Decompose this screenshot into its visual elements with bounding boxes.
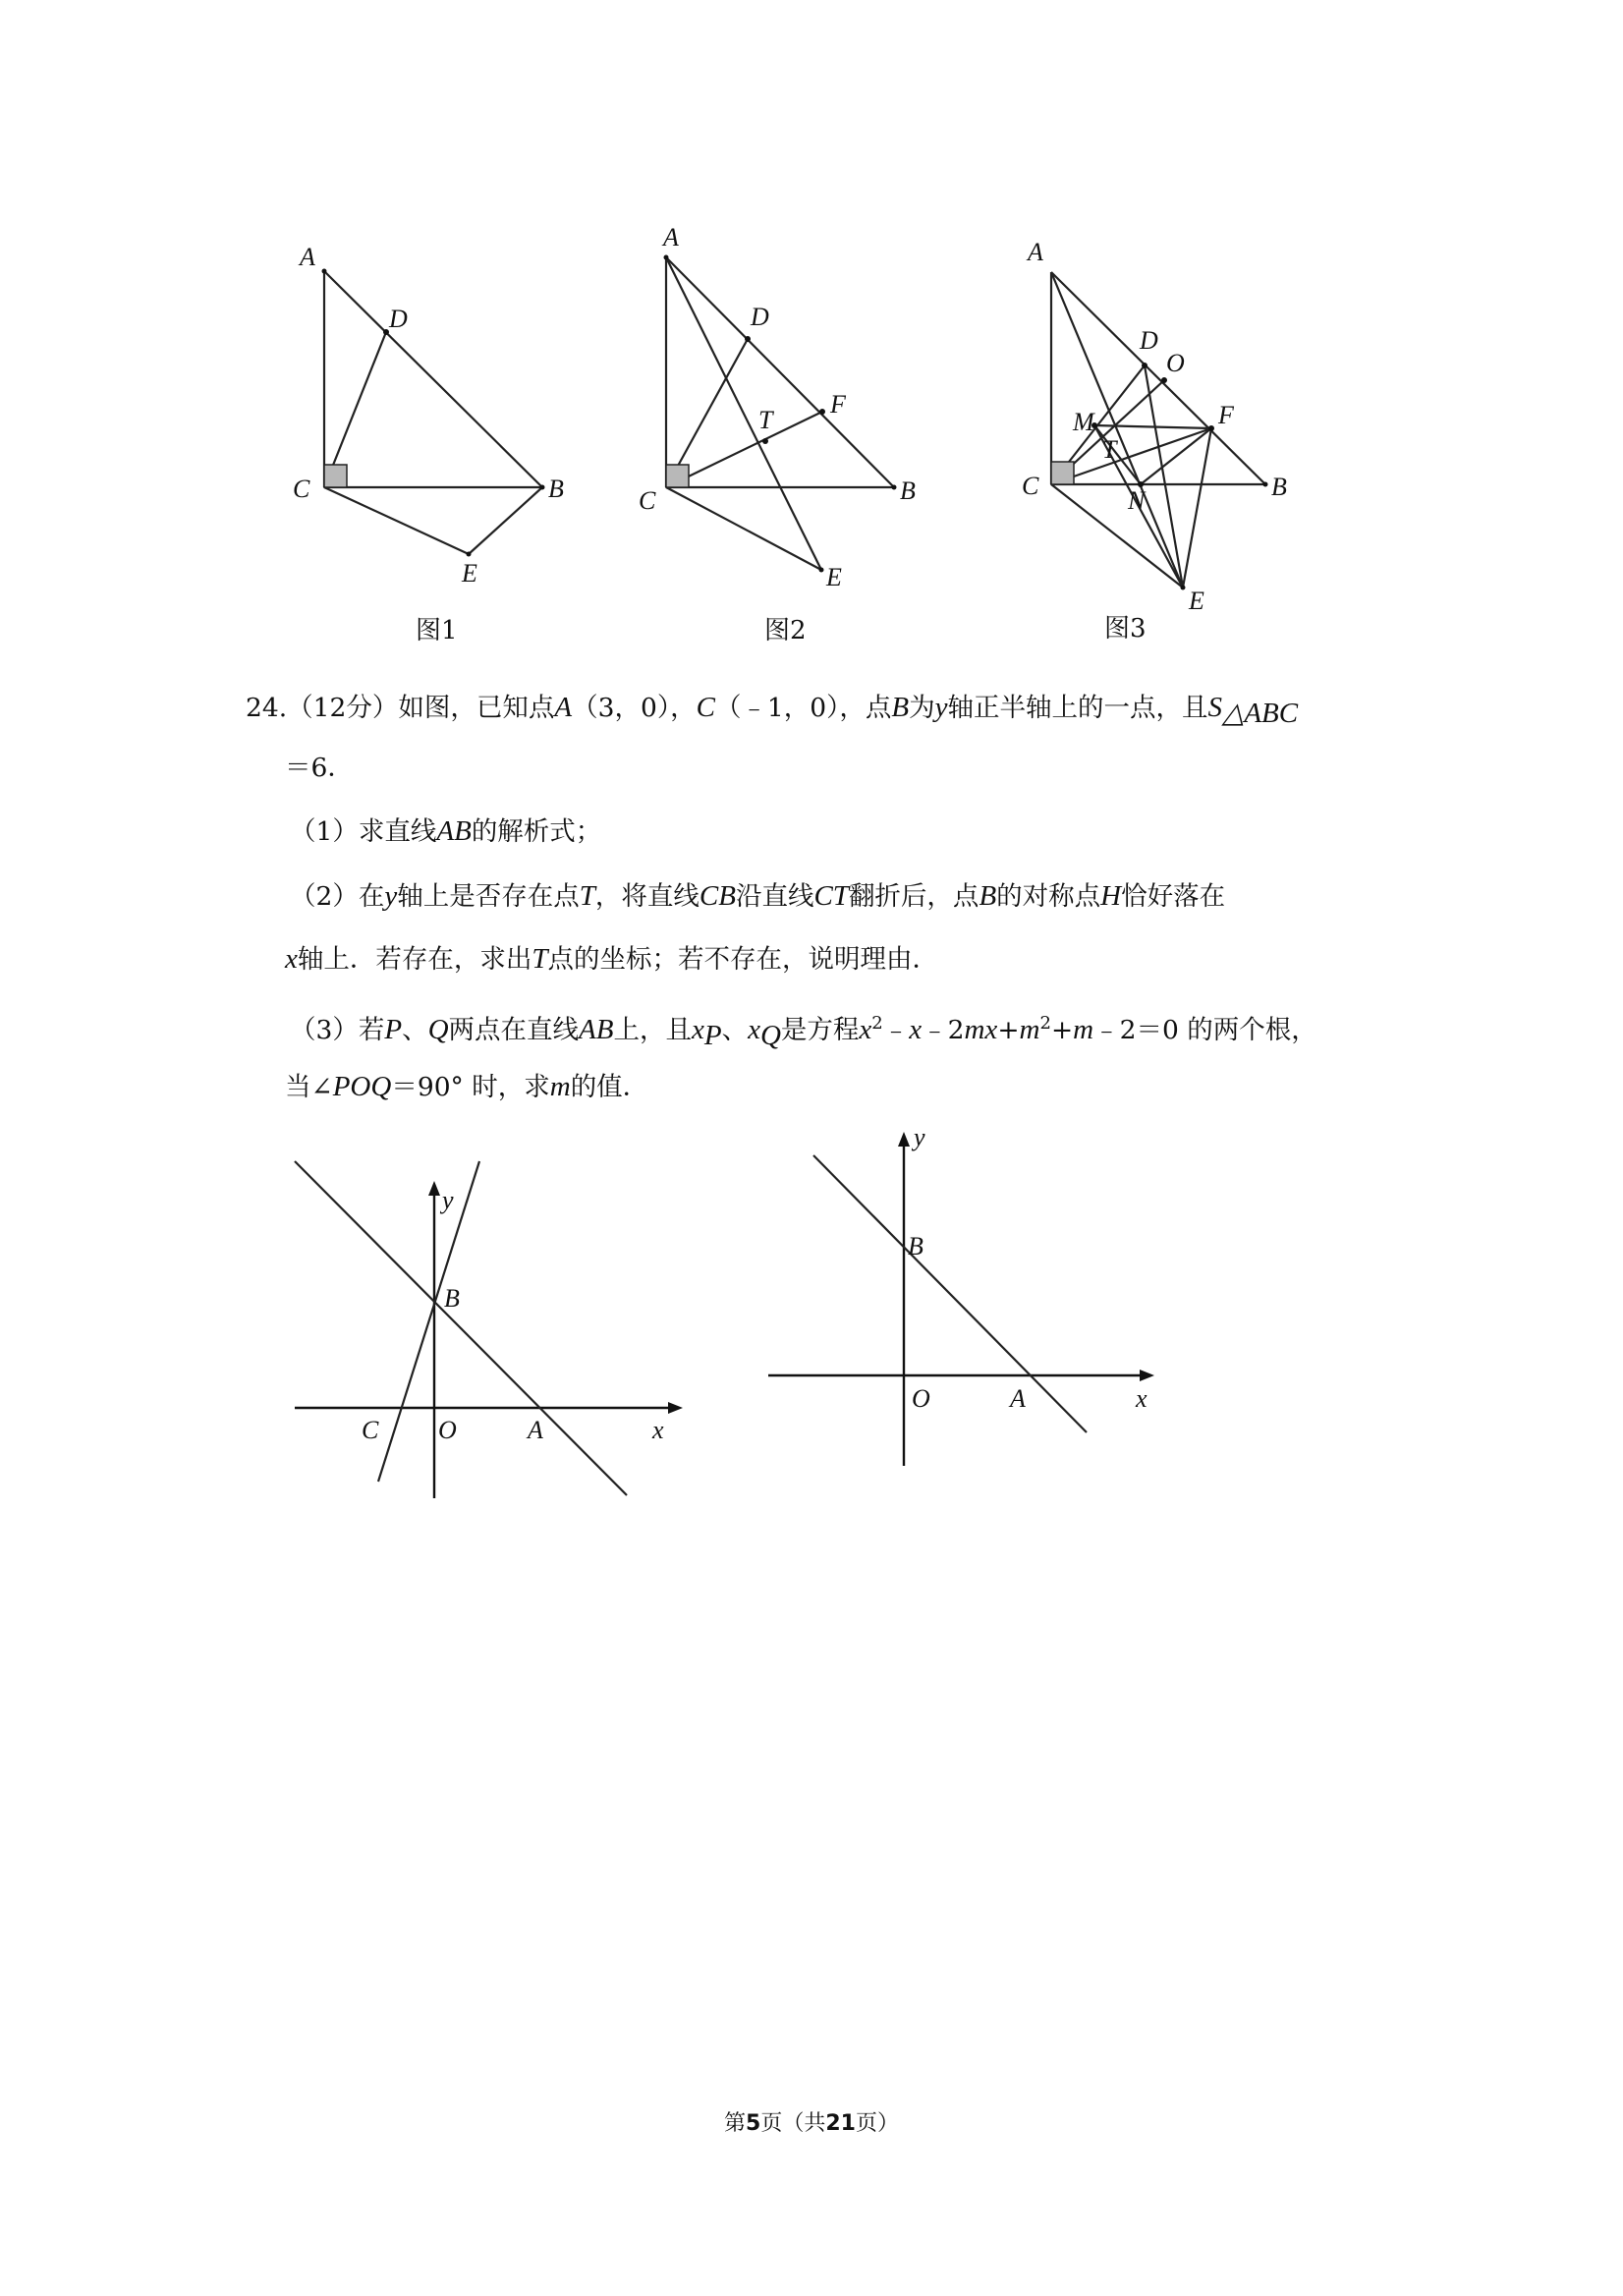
point-label-E: E — [1189, 587, 1204, 615]
question-part-2-cont: x轴上．若存在，求出T点的坐标；若不存在，说明理由． — [285, 943, 939, 975]
figure-caption: 图2 — [764, 616, 807, 645]
point-label-C: C — [1022, 472, 1039, 500]
point-label-D: D — [389, 305, 408, 333]
question-line-1: 24.（12分）如图，已知点A（3，0），C（﹣1，0），点B为y轴正半轴上的一点，且$S_{\triangle ABC}$ — [246, 692, 1299, 730]
point-label-D: D — [1140, 326, 1158, 355]
point-label-N: N — [1128, 486, 1146, 515]
point-label-D: D — [751, 303, 769, 331]
axis-label-y: y — [914, 1123, 925, 1151]
point-label-A: A — [528, 1416, 543, 1444]
point-label-C: C — [362, 1416, 379, 1444]
coordinate-graph-1 — [285, 1149, 698, 1513]
coordinate-graph-2 — [756, 1110, 1169, 1484]
point-label-C: C — [293, 475, 310, 503]
figure-caption: 图3 — [1104, 614, 1147, 644]
point-label-A: A — [1010, 1384, 1026, 1413]
point-label-T: T — [1102, 435, 1117, 464]
point-label-B: B — [444, 1284, 460, 1313]
point-label-B: B — [1271, 473, 1287, 501]
point-label-O: O — [438, 1416, 457, 1444]
question-part-3-cont: 当∠POQ＝90° 时，求m的值． — [285, 1071, 649, 1102]
point-label-B: B — [548, 475, 564, 503]
axis-label-x: x — [652, 1416, 664, 1444]
point-label-A: A — [1028, 238, 1043, 266]
point-label-E: E — [462, 559, 477, 588]
point-label-B: B — [900, 476, 916, 505]
question-part-3: （3）若P、Q两点在直线AB上，且$x_P$、$x_Q$是方程$x^2﹣x﹣2mx+m^2+m﹣2=0$ 的两个根， — [290, 1013, 1317, 1052]
page-number: 5 — [746, 2111, 761, 2136]
point-label-M: M — [1073, 408, 1094, 436]
question-line-2: ＝6． — [285, 753, 354, 783]
point-label-F: F — [1218, 401, 1234, 429]
point-label-B: B — [908, 1232, 923, 1260]
figure-2 — [629, 221, 943, 653]
page-footer: 第5页（共21页） — [724, 2111, 899, 2136]
figure-3 — [1012, 226, 1326, 658]
figure-1 — [275, 226, 589, 658]
figure-caption: 图1 — [416, 616, 458, 645]
point-label-A: A — [663, 223, 679, 252]
point-label-C: C — [639, 486, 656, 515]
point-label-O: O — [912, 1384, 930, 1413]
point-label-E: E — [826, 563, 842, 591]
point-label-F: F — [830, 390, 846, 419]
point-label-O: O — [1166, 349, 1185, 377]
axis-label-x: x — [1136, 1384, 1147, 1413]
question-part-1: （1）求直线AB的解析式； — [290, 815, 602, 847]
question-part-2: （2）在y轴上是否存在点T，将直线CB沿直线CT翻折后，点B的对称点H恰好落在 — [290, 880, 1226, 912]
point-label-A: A — [300, 243, 315, 271]
page-total: 21 — [825, 2111, 856, 2136]
point-label-T: T — [758, 406, 773, 434]
axis-label-y: y — [442, 1186, 454, 1214]
